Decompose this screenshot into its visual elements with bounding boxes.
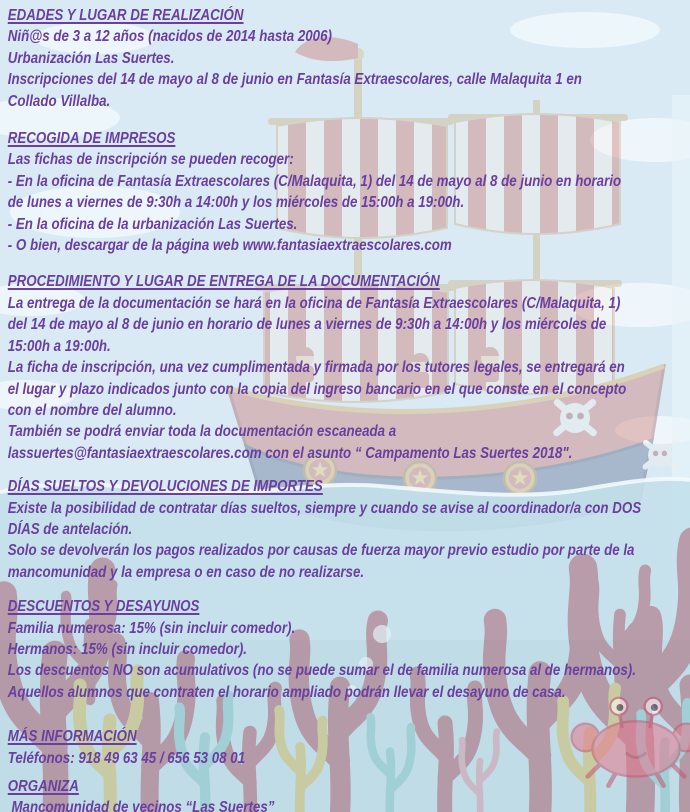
- text-line: Aquellos alumnos que contraten el horario ampliado podrán llevar el desayuno de casa.: [7, 683, 566, 701]
- text-line: el lugar y plazo indicados junto con la copia del ingreso bancario en el que conste en el concepto: [7, 380, 627, 398]
- text-line: La ficha de inscripción, una vez cumplimentada y firmada por los tutores legales, se entregará en: [7, 359, 625, 377]
- text-line: Los descuentos NO son acumulativos (no se puede sumar el de familia numerosa al de hermanos).: [7, 662, 636, 680]
- text-line: Solo se devolverán los pagos realizados por causas de fuerza mayor previo estudio por parte de la: [7, 542, 635, 560]
- text-line: 15:00h a 19:00h.: [7, 337, 111, 355]
- text-line: Las fichas de inscripción se pueden recoger:: [7, 151, 294, 169]
- text-line: - En la oficina de Fantasía Extraescolares (C/Malaquita, 1) del 14 de mayo al 8 de junio en horario: [7, 172, 622, 190]
- text-line: Hermanos: 15% (sin incluir comedor).: [7, 640, 248, 658]
- text-line: Teléfonos: 918 49 63 45 / 656 53 08 01: [7, 749, 246, 767]
- text-line: - En la oficina de la urbanización Las Suertes.: [7, 215, 298, 233]
- section-heading-edades: EDADES Y LUGAR DE REALIZACIÓN: [7, 7, 244, 24]
- text-line: Inscripciones del 14 de mayo al 8 de junio en Fantasía Extraescolares, calle Malaquita 1 en: [7, 71, 582, 89]
- text-line: Familia numerosa: 15% (sin incluir comedor).: [7, 619, 296, 637]
- text-line: Urbanización Las Suertes.: [7, 49, 175, 67]
- section-recogida: [8, 128, 690, 256]
- text-line: Collado Villalba.: [7, 92, 111, 110]
- section-heading-organiza: ORGANIZA: [7, 778, 79, 795]
- text-line: DÍAS de antelación.: [7, 520, 133, 538]
- section-dias-sueltos: [8, 476, 690, 583]
- text-line: mancomunidad y la empresa o en caso de no realizarse.: [7, 563, 365, 581]
- flyer-text-content: [0, 5, 690, 812]
- text-line: con el nombre del alumno.: [7, 401, 177, 419]
- section-heading-mas-informacion: MÁS INFORMACIÓN: [7, 728, 137, 746]
- text-line: Niñ@s de 3 a 12 años (nacidos de 2014 hasta 2006): [7, 28, 332, 46]
- text-line: lassuertes@fantasiaextraescolares.com con el asunto “ Campamento Las Suertes 2018".: [7, 444, 573, 462]
- text-line: La entrega de la documentación se hará en la oficina de Fantasía Extraescolares (C/Malaquita, 1): [7, 294, 621, 312]
- text-line: de lunes a viernes de 9:30h a 14:00h y los miércoles de 15:00h a 19:00h.: [7, 194, 465, 212]
- section-heading-dias-sueltos: DÍAS SUELTOS Y DEVOLUCIONES DE IMPORTES: [7, 478, 323, 496]
- text-line: Mancomunidad de vecinos “Las Suertes”: [7, 799, 275, 812]
- section-heading-descuentos: DESCUENTOS Y DESAYUNOS: [7, 598, 200, 616]
- section-organiza: [8, 776, 690, 812]
- section-procedimiento: [8, 271, 690, 464]
- text-line: - O bien, descargar de la página web www.fantasiaextraescolares.com: [7, 237, 452, 255]
- section-heading-procedimiento: PROCEDIMIENTO Y LUGAR DE ENTREGA DE LA DOCUMENTACIÓN: [7, 273, 440, 291]
- section-descuentos: [8, 596, 690, 703]
- section-mas-informacion: [8, 726, 690, 769]
- section-heading-recogida: RECOGIDA DE IMPRESOS: [7, 130, 176, 148]
- text-line: Existe la posibilidad de contratar días sueltos, siempre y cuando se avise al coordinador/a con DOS: [7, 499, 642, 517]
- text-line: del 14 de mayo al 8 de junio en horario de lunes a viernes de 9:30h a 14:00h y los miércoles de: [7, 316, 607, 334]
- text-line: También se podrá enviar toda la documentación escaneada a: [7, 423, 397, 441]
- section-edades: [8, 5, 690, 112]
